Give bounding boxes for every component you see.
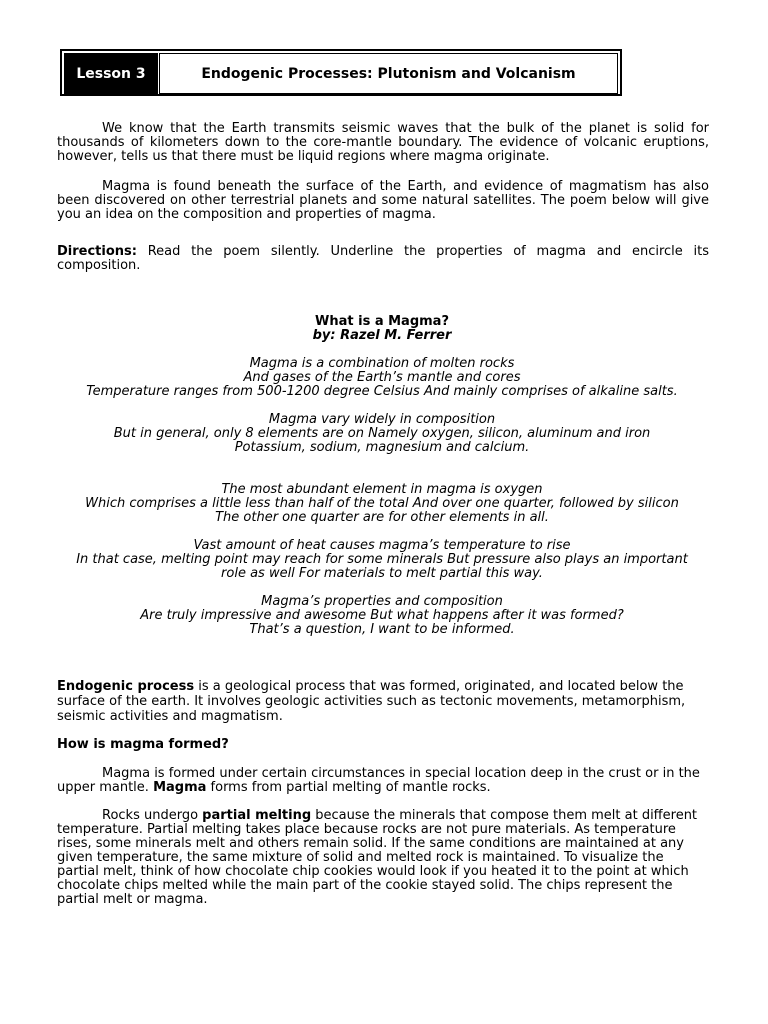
intro-paragraph-1: We know that the Earth transmits seismic waves that the bulk of the planet is solid for thousands of kilometers down to the core-mantle boundary. The evidence of volcanic eruptions, however, tells us that there must be liquid regions where magma originate.	[57, 121, 709, 164]
poem-line: In that case, melting point may reach for some minerals But pressure also plays an important	[76, 552, 688, 567]
formed-p2-term: partial melting	[202, 808, 312, 823]
poem-stanza-5	[30, 595, 734, 637]
poem-line: Magma is a combination of molten rocks	[249, 356, 515, 371]
poem-line: Potassium, sodium, magnesium and calcium.	[234, 440, 530, 455]
poem-line: Magma’s properties and composition	[261, 594, 503, 609]
poem-stanza-2	[30, 413, 734, 455]
poem-line: But in general, only 8 elements are on Namely oxygen, silicon, aluminum and iron	[113, 426, 651, 441]
poem-line: The most abundant element in magma is oxygen	[221, 482, 543, 497]
poem-line: That’s a question, I want to be informed.	[249, 622, 515, 637]
poem-stanza-3	[30, 483, 734, 525]
endogenic-definition	[57, 679, 709, 724]
poem-line: Magma vary widely in composition	[268, 412, 496, 427]
poem-line: Vast amount of heat causes magma’s temperature to rise	[193, 538, 571, 553]
poem-line: The other one quarter are for other elements in all.	[215, 510, 549, 525]
endogenic-text: is a geological process that was formed, originated, and located below the surface of the earth. It involves geologic activities such as tectonic movements, metamorphism, seismic activities and magmatism.	[57, 679, 686, 724]
directions	[57, 245, 709, 273]
formed-paragraph-2	[57, 809, 709, 907]
formed-p1-term: Magma	[153, 780, 207, 795]
lesson-label: Lesson 3	[64, 53, 158, 94]
poem-stanza-1	[30, 357, 734, 399]
poem-title: What is a Magma?	[315, 314, 449, 329]
poem-line: role as well For materials to melt partial this way.	[221, 566, 543, 581]
formed-p2-text: because the minerals that compose them melt at different temperature. Partial melting takes place because rocks are not pure materials. As temperature rises, some minerals melt and others remain solid. If the same conditions are maintained at any given temperature, the same mixture of solid and melted rock is maintained. To visualize the partial melt, think of how chocolate chip cookies would look if you heated it to the point at which chocolate chips melted while the main part of the cookie stayed solid. The chips represent the partial melt or magma.	[57, 808, 698, 907]
intro-paragraph-2: Magma is found beneath the surface of the Earth, and evidence of magmatism has also been discovered on other terrestrial planets and some natural satellites. The poem below will give you an idea on the composition and properties of magma.	[57, 179, 709, 222]
poem-line: Temperature ranges from 500-1200 degree Celsius And mainly comprises of alkaline salts.	[86, 384, 678, 399]
formed-p1-text: Magma is formed under certain circumstances in special location deep in the crust or in the upper mantle.	[57, 766, 700, 795]
endogenic-term: Endogenic process	[57, 679, 195, 694]
poem-stanza-4	[30, 539, 734, 581]
poem-author: by: Razel M. Ferrer	[312, 328, 452, 343]
lesson-title: Endogenic Processes: Plutonism and Volcanism	[159, 53, 618, 94]
section-heading: How is magma formed?	[57, 737, 229, 752]
formed-p1-text: forms from partial melting of mantle rocks.	[206, 780, 491, 795]
poem-line: Are truly impressive and awesome But what happens after it was formed?	[140, 608, 624, 623]
directions-text: Read the poem silently. Underline the properties of magma and encircle its composition.	[57, 244, 709, 273]
poem-line: And gases of the Earth’s mantle and cores	[243, 370, 521, 385]
formed-paragraph-1	[57, 767, 709, 795]
formed-p2-text: Rocks undergo	[102, 808, 203, 823]
poem-line: Which comprises a little less than half of the total And over one quarter, followed by silicon	[85, 496, 679, 511]
directions-label: Directions:	[57, 244, 137, 259]
